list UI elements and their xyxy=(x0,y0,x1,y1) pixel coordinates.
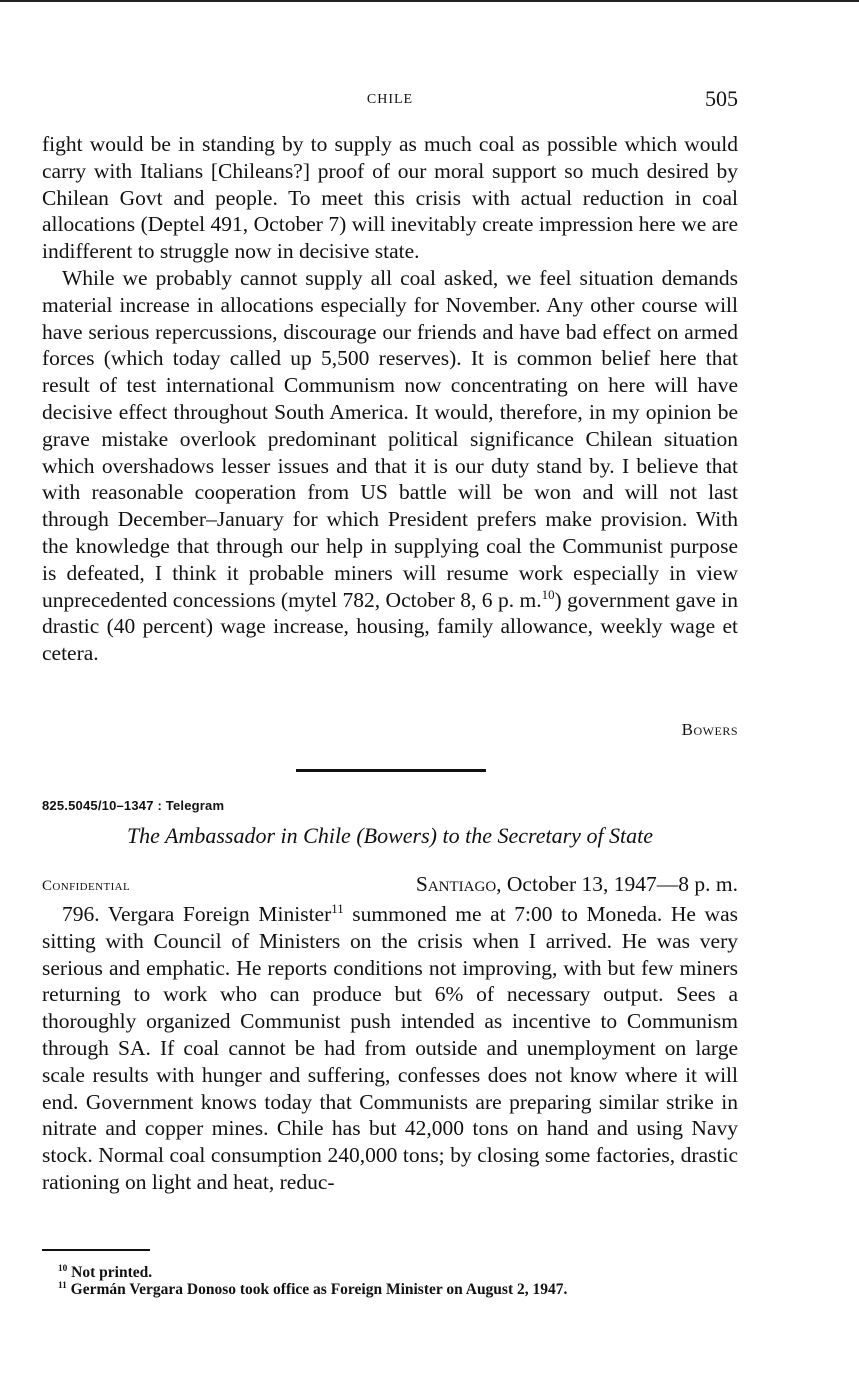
running-head xyxy=(42,86,738,116)
footnote-marker: 11 xyxy=(58,1280,67,1291)
footnote-rule xyxy=(42,1249,150,1251)
paragraph-coal-allocations xyxy=(42,265,738,667)
footnote-ref-11[interactable]: 11 xyxy=(331,901,344,916)
footnote-10 xyxy=(58,1264,738,1281)
page-number: 505 xyxy=(705,86,738,111)
paragraph-text: While we probably cannot supply all coal asked, we feel situation demands material increase in allocations especially for November. Any other course will have serious repercussions, discourage our friends and have bad effect on armed forces (which today called up 5,500 reserves). It is common belief here that result of test international Communism now concentrating on here will have decisive effect throughout South America. It would, therefore, in my opinion be grave mistake overlook predominant political significance Chilean situation which overshadows lesser issues and that it is our duty stand by. I believe that with reasonable cooperation from US battle will be won and will not last through December–January for which President prefers make provision. With the knowledge that through our help in supplying coal the Communist purpose is defeated, I think it probable miners will resume work especially in view unprecedented concessions (mytel 782, October 8, 6 p. m. xyxy=(42,265,738,612)
footnotes xyxy=(58,1264,738,1298)
classification-label: Confidential xyxy=(42,878,131,894)
paragraph-continued: fight would be in standing by to supply as much coal as possible which would carry with Italians [Chileans?] proof of our moral support so much desired by Chilean Govt and people. To meet this crisis with actual reduction in coal allocations (Deptel 491, October 7) will inevitably create impression here we are indifferent to struggle now in decisive state. xyxy=(42,132,738,264)
footnote-11 xyxy=(58,1281,738,1298)
page-top-rule xyxy=(0,0,859,2)
file-reference: 825.5045/10–1347 : Telegram xyxy=(42,798,225,813)
paragraph-text-rest: summoned me at 7:00 to Moneda. He was sitting with Council of Ministers on the crisis when I arrived. He was very serious and emphatic. He reports conditions not improving, with but few miners returning to work who can produce but 6% of necessary output. Sees a thoroughly organized Communist push intended as incentive to Communism through SA. If coal cannot be had from outside and unemployment on large scale results with hunger and suffering, confesses does not know where it will end. Government knows today that Communists are preparing similar strike in nitrate and copper mines. Chile has but 42,000 tons on hand and using Navy stock. Normal coal consumption 240,000 tons; by closing some factories, drastic rationing on light and heat, reduc- xyxy=(42,902,738,1194)
paragraph-text: 796. Vergara Foreign Minister xyxy=(62,902,332,926)
footnote-ref-10[interactable]: 10 xyxy=(541,587,555,602)
paragraph-796 xyxy=(42,901,738,1196)
section-divider xyxy=(296,769,486,772)
dateline xyxy=(416,872,738,897)
document-heading: The Ambassador in Chile (Bowers) to the Secretary of State xyxy=(126,823,654,848)
dateline-row xyxy=(42,872,738,898)
dateline-place: Santiago, xyxy=(415,872,502,896)
dateline-date: October 13, 1947—8 p. m. xyxy=(501,872,738,896)
footnote-marker: 10 xyxy=(58,1263,68,1274)
running-title: CHILE xyxy=(366,92,414,107)
telegram-796-body xyxy=(42,901,738,1196)
signature: Bowers xyxy=(681,720,738,739)
paragraph-text-tail: ) government gave in drastic (40 percent) wage increase, housing, family allowance, weekly wage et cetera. xyxy=(42,587,738,666)
footnote-text: Not printed. xyxy=(67,1264,153,1281)
continued-telegram-body xyxy=(42,131,738,667)
footnote-text: Germán Vergara Donoso took office as Foreign Minister on August 2, 1947. xyxy=(66,1281,568,1298)
